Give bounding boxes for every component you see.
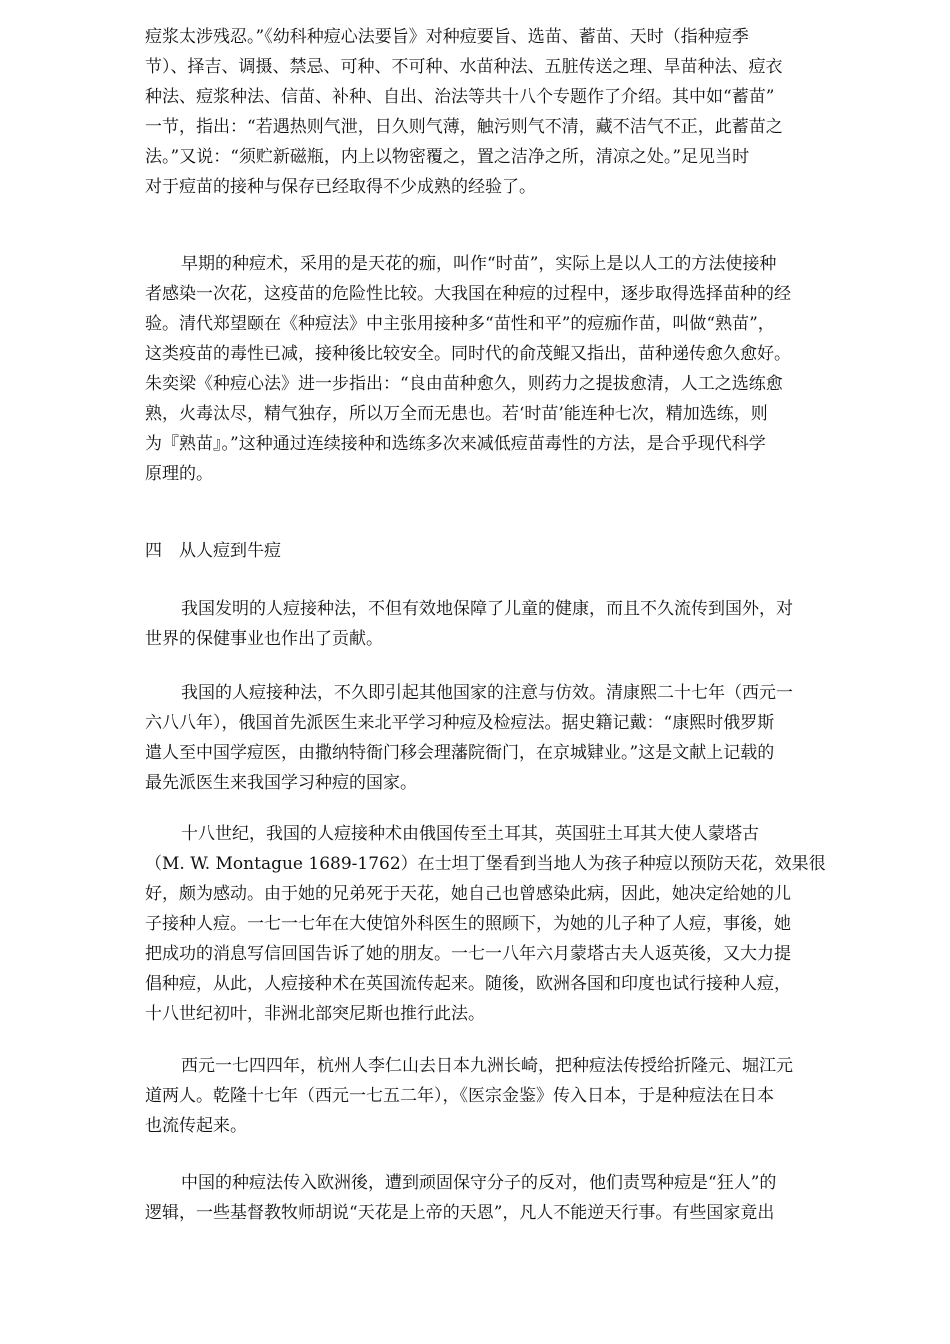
text-line: 逻辑，一些基督教牧师胡说“天花是上帝的天恩”，凡人不能逆天行事。有些国家竟出 xyxy=(145,1203,775,1223)
text-line: 最先派医生来我国学习种痘的国家。 xyxy=(145,773,417,793)
text-line: 者感染一次花，这疫苗的危险性比较。大我国在种痘的过程中，逐步取得选择苗种的经 xyxy=(145,284,791,304)
text-line: 道两人。乾隆十七年（西元一七五二年），《医宗金鉴》传入日本，于是种痘法在日本 xyxy=(145,1086,774,1106)
text-line: 也流传起来。 xyxy=(145,1116,247,1136)
text-line: 遣人至中国学痘医，由撒纳特衙门移会理藩院衙门，在京城肄业。”这是文献上记载的 xyxy=(145,743,775,763)
text-line: 西元一七四四年，杭州人李仁山去日本九洲长崎，把种痘法传授给折隆元、堀江元 xyxy=(181,1056,793,1076)
text-line: 法。”又说：“须贮新磁瓶，内上以物密覆之，置之洁净之所，清凉之处。”足见当时 xyxy=(145,147,750,167)
text-line: 一节，指出：“若遇热则气泄，日久则气薄，触污则气不清，藏不洁气不正，此蓄苗之 xyxy=(145,117,783,137)
paragraph-4 xyxy=(145,678,793,798)
paragraph-7 xyxy=(145,1168,776,1228)
text-line: 验。清代郑望颐在《种痘法》中主张用接种多“苗性和平”的痘痂作苗，叫做“熟苗”， xyxy=(145,314,775,334)
paragraph-5 xyxy=(145,819,826,1029)
text-line: 好，颇为感动。由于她的兄弟死于天花，她自己也曾感染此病，因此，她决定给她的儿 xyxy=(145,884,791,904)
text-line: 世界的保健事业也作出了贡献。 xyxy=(145,629,383,649)
text-line: 倡种痘，从此，人痘接种术在英国流传起来。随後，欧洲各国和印度也试行接种人痘， xyxy=(145,974,791,994)
text-line: 节）、择吉、调摄、禁忌、可种、不可种、水苗种法、五脏传送之理、旱苗种法、痘衣 xyxy=(145,57,783,77)
text-line: 熟，火毒汰尽，精气独存，所以万全而无患也。若‘时苗’能连种七次，精加选练，则 xyxy=(145,404,768,424)
text-line: 这类疫苗的毒性已减，接种後比较安全。同时代的俞茂鲲又指出，苗种递传愈久愈好。 xyxy=(145,344,791,364)
text-line: 原理的。 xyxy=(145,464,213,484)
text-line: 为『熟苗』。”这种通过连续接种和选练多次来减低痘苗毒性的方法，是合乎现代科学 xyxy=(145,434,766,454)
text-line: 早期的种痘术，采用的是天花的痂，叫作“时苗”，实际上是以人工的方法使接种 xyxy=(181,254,777,274)
text-line: （M. W. Montague 1689-1762）在士坦丁堡看到当地人为孩子种痘以预防天花，效果很 xyxy=(145,854,826,874)
text-line: 对于痘苗的接种与保存已经取得不少成熟的经验了。 xyxy=(145,177,536,197)
paragraph-1 xyxy=(145,22,783,202)
text-line: 我国发明的人痘接种法，不但有效地保障了儿童的健康，而且不久流传到国外，对 xyxy=(181,599,793,619)
paragraph-2 xyxy=(145,249,791,489)
text-line: 六八八年），俄国首先派医生来北平学习种痘及检痘法。据史籍记戴：“康熙时俄罗斯 xyxy=(145,713,775,733)
section-heading: 四 从人痘到牛痘 xyxy=(145,541,281,561)
text-line: 我国的人痘接种法，不久即引起其他国家的注意与仿效。清康熙二十七年（西元一 xyxy=(181,683,793,703)
paragraph-3 xyxy=(145,594,793,654)
text-line: 把成功的消息写信回国告诉了她的朋友。一七一八年六月蒙塔古夫人返英後，又大力提 xyxy=(145,944,791,964)
text-line: 朱奕梁《种痘心法》进一步指出：“良由苗种愈久，则药力之提拔愈清，人工之选练愈 xyxy=(145,374,783,394)
text-line: 十八世纪，我国的人痘接种术由俄国传至土耳其，英国驻土耳其大使人蒙塔古 xyxy=(181,824,759,844)
text-line: 十八世纪初叶，非洲北部突尼斯也推行此法。 xyxy=(145,1004,485,1024)
paragraph-6 xyxy=(145,1051,793,1141)
text-line: 中国的种痘法传入欧洲後，遭到顽固保守分子的反对，他们责骂种痘是“狂人”的 xyxy=(181,1173,777,1193)
text-line: 子接种人痘。一七一七年在大使馆外科医生的照顾下，为她的儿子种了人痘，事後，她 xyxy=(145,914,791,934)
text-line: 种法、痘浆种法、信苗、补种、自出、治法等共十八个专题作了介绍。其中如“蓄苗” xyxy=(145,87,775,107)
text-line: 痘浆太涉残忍。”《幼科种痘心法要旨》对种痘要旨、选苗、蓄苗、天时（指种痘季 xyxy=(145,27,749,47)
